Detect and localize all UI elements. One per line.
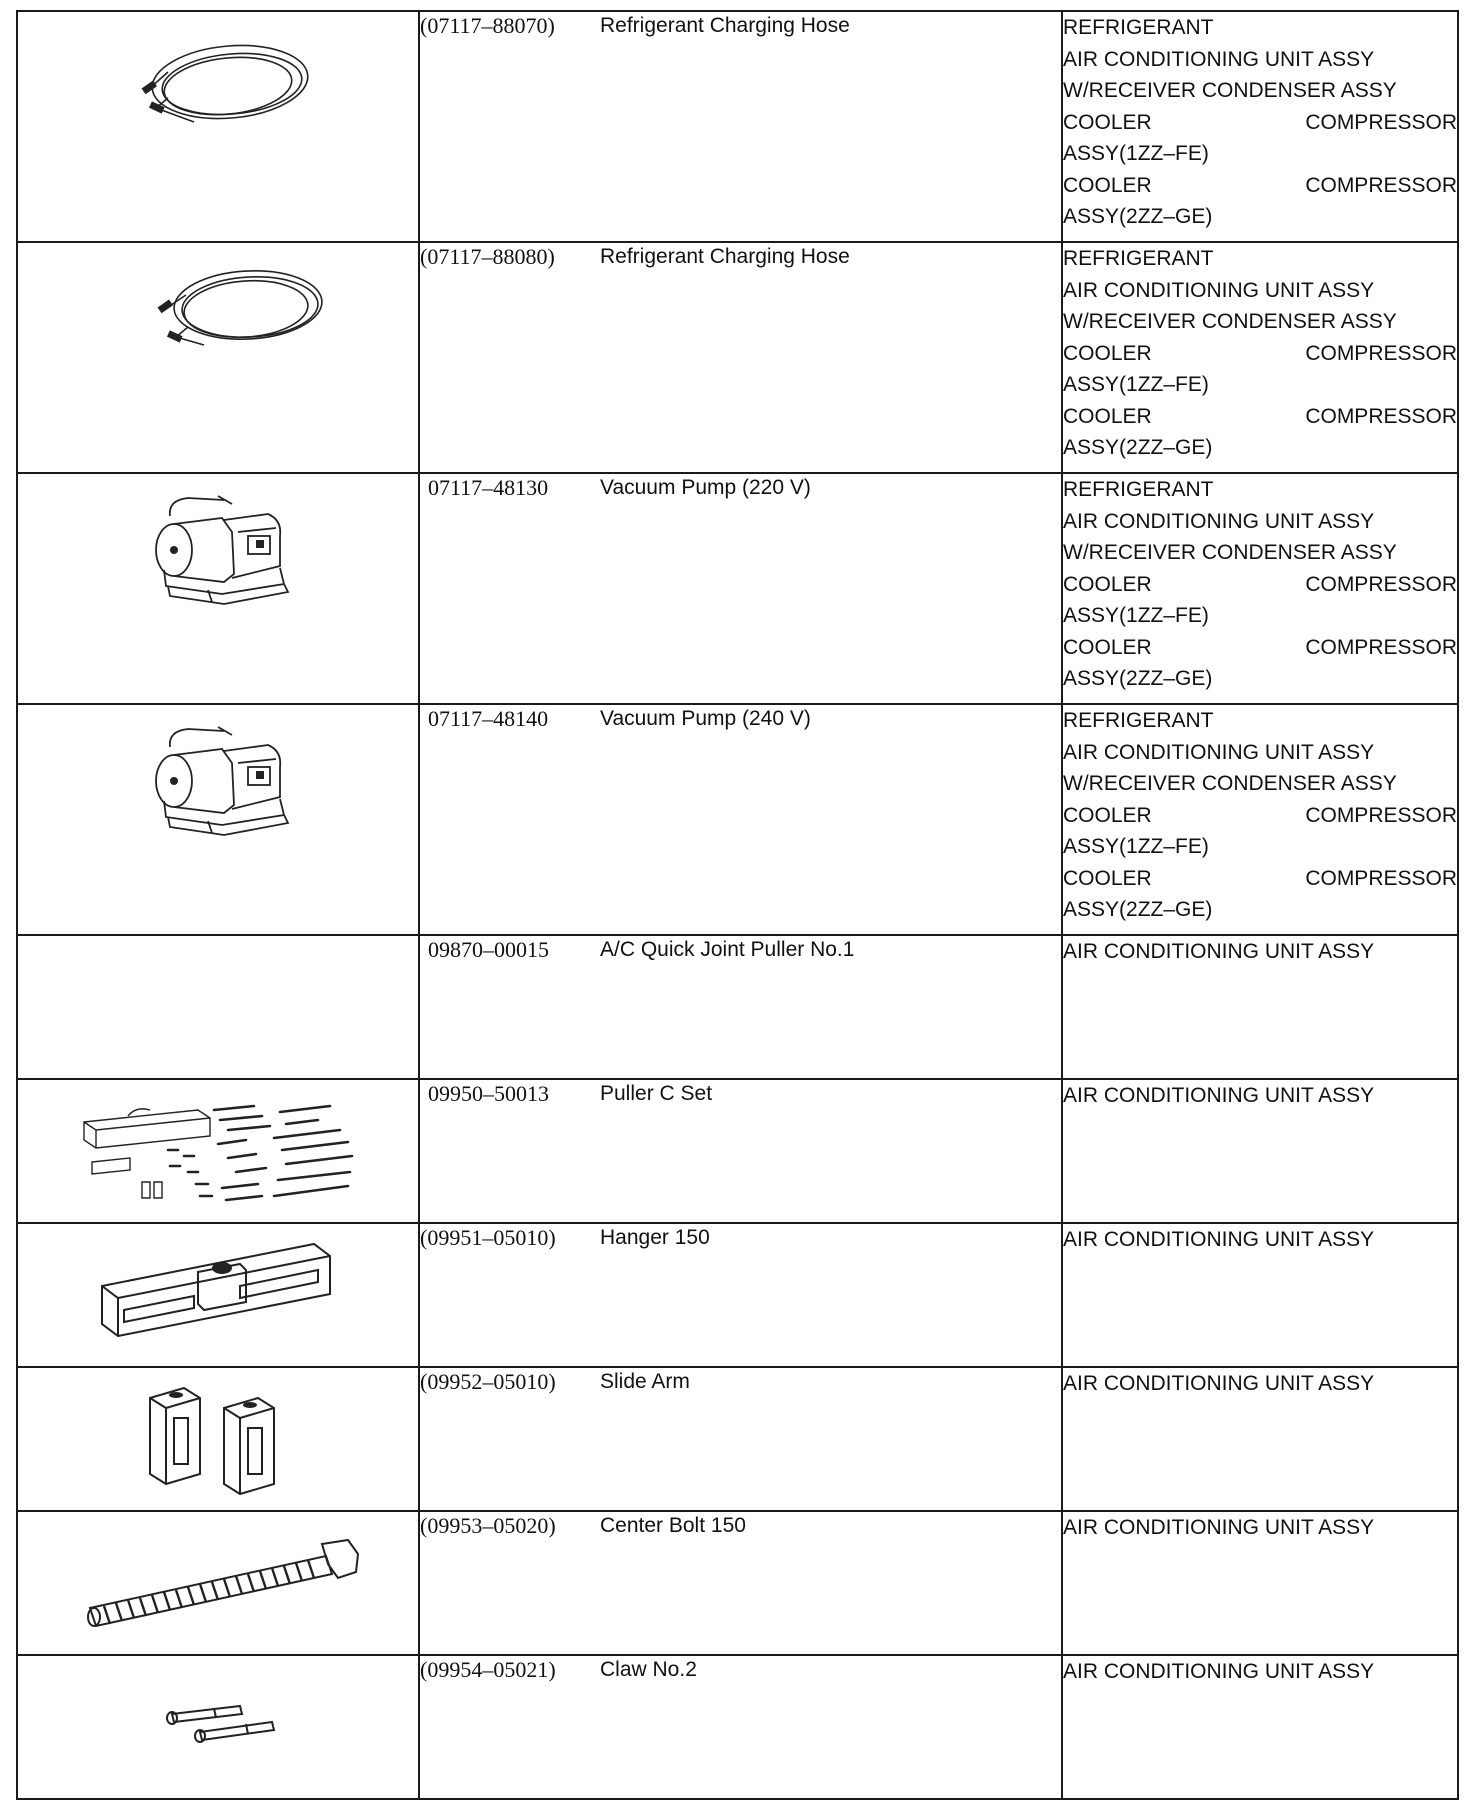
part-number-cell [419,1511,600,1655]
part-number-cell [419,935,600,1079]
applicable-models-cell [1062,1367,1458,1511]
application-line: ASSY(2ZZ–GE) [1063,667,1213,690]
applicable-models-cell [1062,704,1458,935]
tool-name-cell [600,242,1062,473]
application-line: ASSY(1ZZ–FE) [1063,142,1209,165]
part-number-cell [419,1079,600,1223]
applicable-models-cell [1062,473,1458,704]
charging-hose-icon [18,243,418,471]
tools-table-body [17,11,1458,1799]
part-number-cell [419,1655,600,1799]
application-line: ASSY(1ZZ–FE) [1063,604,1209,627]
part-number: 07117–48130 [428,475,549,500]
application-line: AIR CONDITIONING UNIT ASSY [1063,1228,1375,1251]
applicable-models-cell [1062,11,1458,242]
tool-name-cell [600,1223,1062,1367]
tool-name-cell [600,473,1062,704]
tool-name: Hanger 150 [600,1226,710,1249]
application-line: AIR CONDITIONING UNIT ASSY [1063,278,1375,302]
application-line: AIR CONDITIONING UNIT ASSY [1063,940,1375,963]
table-row [17,1223,1458,1367]
application-line: REFRIGERANT [1063,709,1214,732]
application-line: AIR CONDITIONING UNIT ASSY [1063,740,1375,764]
application-line: AIR CONDITIONING UNIT ASSY [1063,1372,1375,1395]
center-bolt-icon [18,1512,418,1654]
part-number: 09870–00015 [428,937,549,962]
tool-name-cell [600,1079,1062,1223]
application-line: ASSY(2ZZ–GE) [1063,436,1213,459]
application-line: COOLER COMPRESSOR [1063,404,1457,428]
applicable-models-cell [1062,1079,1458,1223]
tool-name-cell [600,935,1062,1079]
application-line: COOLER COMPRESSOR [1063,341,1457,365]
application-line: W/RECEIVER CONDENSER ASSY [1063,772,1397,795]
application-line: ASSY(1ZZ–FE) [1063,373,1209,396]
part-number: (09954–05021) [420,1657,556,1682]
slide-arm-icon [18,1368,418,1510]
part-number: (07117–88070) [420,13,555,38]
application-line: AIR CONDITIONING UNIT ASSY [1063,1084,1375,1107]
application-line: AIR CONDITIONING UNIT ASSY [1063,1516,1375,1539]
application-line: COOLER COMPRESSOR [1063,173,1457,197]
table-row [17,704,1458,935]
application-line: W/RECEIVER CONDENSER ASSY [1063,541,1397,564]
tool-illustration-cell [17,473,419,704]
tool-name: Refrigerant Charging Hose [600,245,850,268]
tool-illustration-cell [17,1655,419,1799]
part-number: (07117–88080) [420,244,555,269]
application-line: AIR CONDITIONING UNIT ASSY [1063,1660,1375,1683]
tool-illustration-cell [17,935,419,1079]
part-number-cell [419,1223,600,1367]
table-row [17,1511,1458,1655]
part-number-cell [419,1367,600,1511]
application-line: AIR CONDITIONING UNIT ASSY [1063,47,1375,71]
charging-hose-icon [18,12,418,240]
vacuum-pump-icon [18,474,418,702]
tool-illustration-cell [17,704,419,935]
tool-name: Center Bolt 150 [600,1514,746,1537]
tool-illustration-cell [17,1223,419,1367]
tool-name-cell [600,1655,1062,1799]
tool-name-cell [600,1511,1062,1655]
part-number-cell [419,473,600,704]
application-line: AIR CONDITIONING UNIT ASSY [1063,509,1375,533]
vacuum-pump-icon [18,705,418,933]
tool-illustration-cell [17,1367,419,1511]
applicable-models-cell [1062,1511,1458,1655]
part-number: (09952–05010) [420,1369,556,1394]
table-row [17,11,1458,242]
tool-illustration-cell [17,242,419,473]
special-tools-table [16,10,1459,1800]
application-line: REFRIGERANT [1063,478,1214,501]
tool-name: Vacuum Pump (220 V) [600,476,811,499]
application-line: COOLER COMPRESSOR [1063,635,1457,659]
table-row [17,473,1458,704]
part-number-cell [419,242,600,473]
part-number-cell [419,704,600,935]
application-line: COOLER COMPRESSOR [1063,110,1457,134]
tool-name: Puller C Set [600,1082,713,1105]
application-line: COOLER COMPRESSOR [1063,572,1457,596]
application-line: W/RECEIVER CONDENSER ASSY [1063,79,1397,102]
application-line: REFRIGERANT [1063,247,1214,270]
applicable-models-cell [1062,242,1458,473]
tool-illustration-cell [17,11,419,242]
claw-icon [18,1656,418,1798]
part-number: 09950–50013 [428,1081,549,1106]
tool-name: Refrigerant Charging Hose [600,14,850,37]
tool-name-cell [600,1367,1062,1511]
applicable-models-cell [1062,935,1458,1079]
application-line: COOLER COMPRESSOR [1063,803,1457,827]
application-line: W/RECEIVER CONDENSER ASSY [1063,310,1397,333]
part-number: (09951–05010) [420,1225,556,1250]
tool-illustration-cell [17,1079,419,1223]
application-line: ASSY(1ZZ–FE) [1063,835,1209,858]
tool-name-cell [600,11,1062,242]
tool-name: Slide Arm [600,1370,690,1393]
tool-name: A/C Quick Joint Puller No.1 [600,938,855,961]
part-number-cell [419,11,600,242]
applicable-models-cell [1062,1223,1458,1367]
puller-set-icon [18,1080,418,1222]
tool-name: Vacuum Pump (240 V) [600,707,811,730]
hanger-icon [18,1224,418,1366]
applicable-models-cell [1062,1655,1458,1799]
table-row [17,1655,1458,1799]
part-number: 07117–48140 [428,706,549,731]
tool-illustration-cell [17,1511,419,1655]
part-number: (09953–05020) [420,1513,556,1538]
application-line: ASSY(2ZZ–GE) [1063,205,1213,228]
table-row [17,242,1458,473]
tool-name: Claw No.2 [600,1658,697,1681]
application-line: ASSY(2ZZ–GE) [1063,898,1213,921]
application-line: REFRIGERANT [1063,16,1214,39]
application-line: COOLER COMPRESSOR [1063,866,1457,890]
table-row [17,1367,1458,1511]
tool-name-cell [600,704,1062,935]
table-row [17,935,1458,1079]
table-row [17,1079,1458,1223]
